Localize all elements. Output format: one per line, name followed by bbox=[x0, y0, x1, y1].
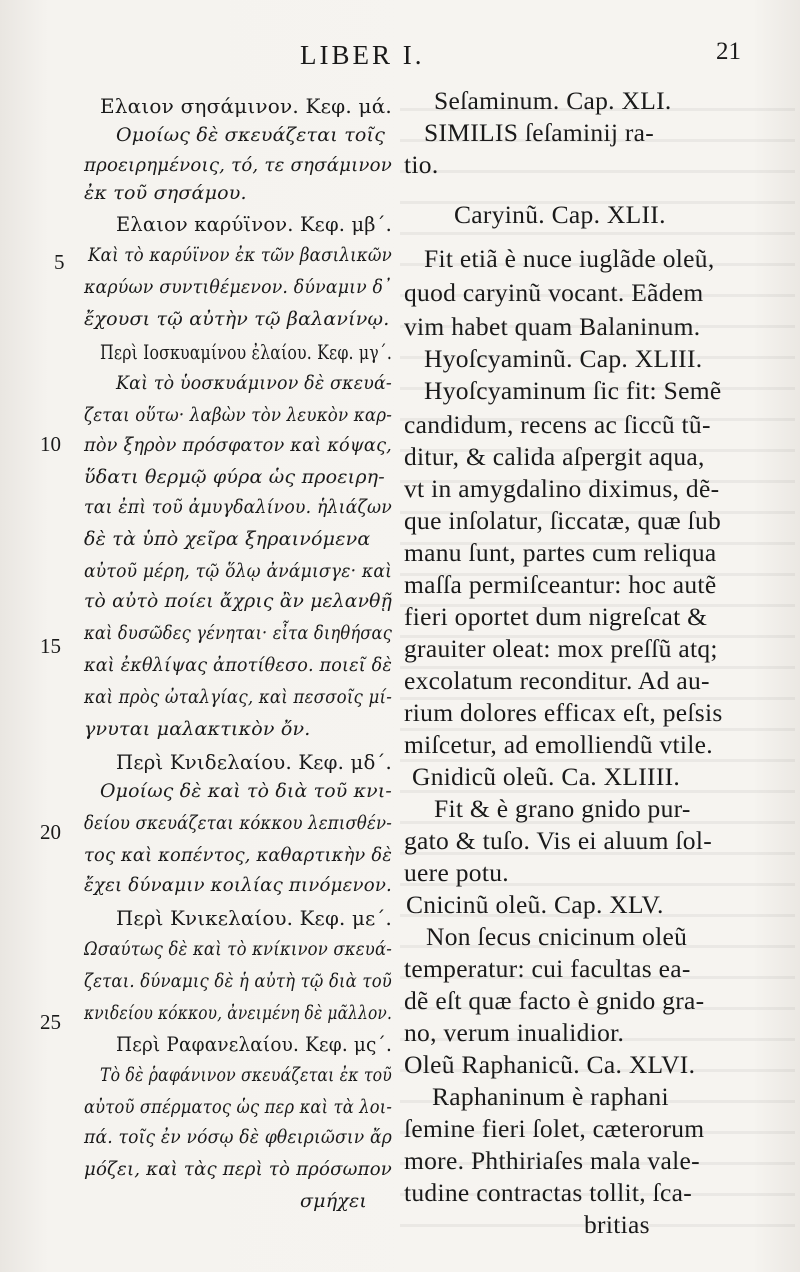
greek-line: καὶ πρὸς ὠταλγίας, καὶ πεσσοῖς μί- bbox=[84, 686, 392, 708]
latin-line: vt in amygdalino diximus, dẽ- bbox=[404, 474, 720, 503]
greek-line: Ωσαύτως δὲ καὶ τὸ κνίκινον σκευά- bbox=[84, 938, 392, 960]
line-number: 15 bbox=[40, 634, 61, 658]
running-header bbox=[0, 34, 800, 74]
latin-line: dẽ eſt quæ facto è gnido gra- bbox=[404, 986, 705, 1015]
latin-line: uere potu. bbox=[404, 858, 509, 887]
greek-line: πὸν ξηρὸν πρόσφατον καὶ κόψας, bbox=[84, 434, 392, 456]
latin-line: vim habet quam Balaninum. bbox=[404, 312, 701, 341]
latin-line: fieri oportet dum nigreſcat & bbox=[404, 602, 708, 631]
latin-line: que inſolatur, ſiccatæ, quæ ſub bbox=[404, 506, 722, 535]
latin-line: ſemine fieri ſolet, cæterorum bbox=[404, 1114, 705, 1143]
greek-line: ζεται. δύναμις δὲ ἡ αὐτὴ τῷ διὰ τοῦ bbox=[84, 970, 392, 992]
greek-line: ἔχει δύναμιν κοιλίας πινόμενον. bbox=[84, 874, 392, 896]
latin-line: candidum, recens ac ſiccũ tũ- bbox=[404, 410, 711, 439]
latin-line: Hyoſcyaminum ſic fit: Semẽ bbox=[424, 376, 722, 405]
latin-line: gato & tuſo. Vis ei aluum ſol- bbox=[404, 826, 713, 855]
greek-line: καρύων συντιθέμενον. δύναμιν δ᾽ bbox=[84, 276, 392, 298]
greek-line: τὸ αὐτὸ ποίει ἄχρις ἂν μελανθῇ bbox=[84, 590, 392, 612]
line-number: 5 bbox=[54, 250, 65, 274]
greek-line: μόζει, καὶ τὰς περὶ τὸ πρόσωπον bbox=[84, 1158, 392, 1180]
latin-line: maſſa permiſceantur: hoc autẽ bbox=[404, 570, 717, 599]
latin-line: Raphaninum è raphani bbox=[432, 1082, 669, 1111]
latin-line: Oleũ Raphanicũ. Ca. XLVI. bbox=[404, 1050, 696, 1079]
latin-line: grauiter oleat: mox preſſũ atq; bbox=[404, 634, 718, 663]
latin-line: quod caryinũ vocant. Eãdem bbox=[404, 278, 704, 307]
latin-line: Gnidicũ oleũ. Ca. XLIIII. bbox=[412, 762, 681, 791]
greek-line: αὐτοῦ σπέρματος ὡς περ καὶ τὰ λοι- bbox=[84, 1096, 392, 1118]
greek-line: ὕδατι θερμῷ φύρα ὡς προειρη- bbox=[84, 466, 385, 488]
latin-line: Fit & è grano gnido pur- bbox=[434, 794, 691, 823]
line-number: 25 bbox=[40, 1010, 61, 1034]
greek-line: δείου σκευάζεται κόκκου λεπισθέν- bbox=[84, 812, 392, 834]
latin-line: tio. bbox=[404, 150, 439, 179]
page-number: 21 bbox=[716, 38, 741, 65]
greek-line: Καὶ τὸ καρύϊνον ἐκ τῶν βασιλικῶν bbox=[88, 244, 392, 266]
latin-line: ditur, & calida aſpergit aqua, bbox=[404, 442, 705, 471]
greek-line: Περὶ Ραφανελαίου. Κεφ. μς΄. bbox=[116, 1032, 392, 1056]
greek-line: Ομοίως δὲ σκευάζεται τοῖς bbox=[116, 124, 386, 146]
greek-line: Περὶ Κνικελαίου. Κεφ. με΄. bbox=[116, 906, 392, 930]
greek-line: καὶ ἐκθλίψας ἀποτίθεσο. ποιεῖ δὲ bbox=[84, 654, 392, 676]
latin-line: Non ſecus cnicinum oleũ bbox=[426, 922, 688, 951]
greek-line: ἔχουσι τῷ αὐτὴν τῷ βαλανίνῳ. bbox=[84, 308, 390, 330]
line-number: 10 bbox=[40, 432, 61, 456]
greek-line: αὐτοῦ μέρη, τῷ ὅλῳ ἀνάμισγε· καὶ bbox=[84, 560, 392, 582]
greek-line: γνυται μαλακτικὸν ὄν. bbox=[84, 718, 311, 740]
latin-line: Caryinũ. Cap. XLII. bbox=[454, 200, 666, 229]
greek-line: Ομοίως δὲ καὶ τὸ διὰ τοῦ κνι- bbox=[100, 780, 392, 802]
greek-line: Ελαιον σησάμινον. Κεφ. μά. bbox=[100, 94, 392, 118]
latin-line: Cnicinũ oleũ. Cap. XLV. bbox=[406, 890, 664, 919]
latin-line: Seſaminum. Cap. XLI. bbox=[434, 86, 672, 115]
latin-line: temperatur: cui facultas ea- bbox=[404, 954, 691, 983]
greek-line: Περὶ Κνιδελαίου. Κεφ. μδ΄. bbox=[116, 750, 392, 774]
greek-line: ζεται οὕτω· λαβὼν τὸν λευκὸν καρ- bbox=[84, 404, 392, 426]
latin-line: Fit etiã è nuce iuglãde oleũ, bbox=[424, 244, 715, 273]
latin-line: Hyoſcyaminũ. Cap. XLIII. bbox=[424, 344, 703, 373]
greek-line: ἐκ τοῦ σησάμου. bbox=[84, 182, 247, 204]
greek-line: σμήχει bbox=[300, 1190, 368, 1212]
greek-line: Ελαιον καρύϊνον. Κεφ. μβ΄. bbox=[116, 212, 392, 236]
greek-line: Περὶ Ιοσκυαμίνου ἐλαίου. Κεφ. μγ΄. bbox=[100, 340, 392, 364]
greek-line: πά. τοῖς ἐν νόσῳ δὲ φθειριῶσιν ἄρ bbox=[84, 1126, 392, 1148]
latin-line: more. Phthiriaſes mala vale- bbox=[404, 1146, 700, 1175]
latin-line: miſcetur, ad emolliendũ vtile. bbox=[404, 730, 713, 759]
line-number: 20 bbox=[40, 820, 61, 844]
greek-line: Τὸ δὲ ῥαφάνινον σκευάζεται ἐκ τοῦ bbox=[100, 1064, 392, 1086]
latin-line: britias bbox=[584, 1210, 650, 1239]
latin-line: SIMILIS ſeſaminij ra- bbox=[424, 118, 655, 147]
greek-line: Καὶ τὸ ὑοσκυάμινον δὲ σκευά- bbox=[116, 372, 392, 394]
latin-line: excolatum reconditur. Ad au- bbox=[404, 666, 710, 695]
greek-line: καὶ δυσῶδες γένηται· εἶτα διηθήσας bbox=[84, 622, 392, 644]
greek-line: τος καὶ κοπέντος, καθαρτικὴν δὲ bbox=[84, 844, 392, 866]
latin-line: manu ſunt, partes cum reliqua bbox=[404, 538, 717, 567]
greek-line: ται ἐπὶ τοῦ ἀμυγδαλίνου. ἡλιάζων bbox=[84, 496, 392, 518]
running-title: LIBER I. bbox=[300, 40, 425, 70]
greek-line: πρoειρημένοις, τό, τε σησάμινον bbox=[84, 154, 392, 176]
latin-line: rium dolores efficax eſt, peſsis bbox=[404, 698, 723, 727]
greek-line: δὲ τὰ ὑπὸ χεῖρα ξηραινόμενα bbox=[84, 528, 371, 550]
latin-line: no, verum inualidior. bbox=[404, 1018, 625, 1047]
greek-line: κνιδείου κόκκου, ἀνειμένη δὲ μᾶλλον. bbox=[84, 1002, 392, 1024]
latin-line: tudine contractas tollit, ſca- bbox=[404, 1178, 692, 1207]
